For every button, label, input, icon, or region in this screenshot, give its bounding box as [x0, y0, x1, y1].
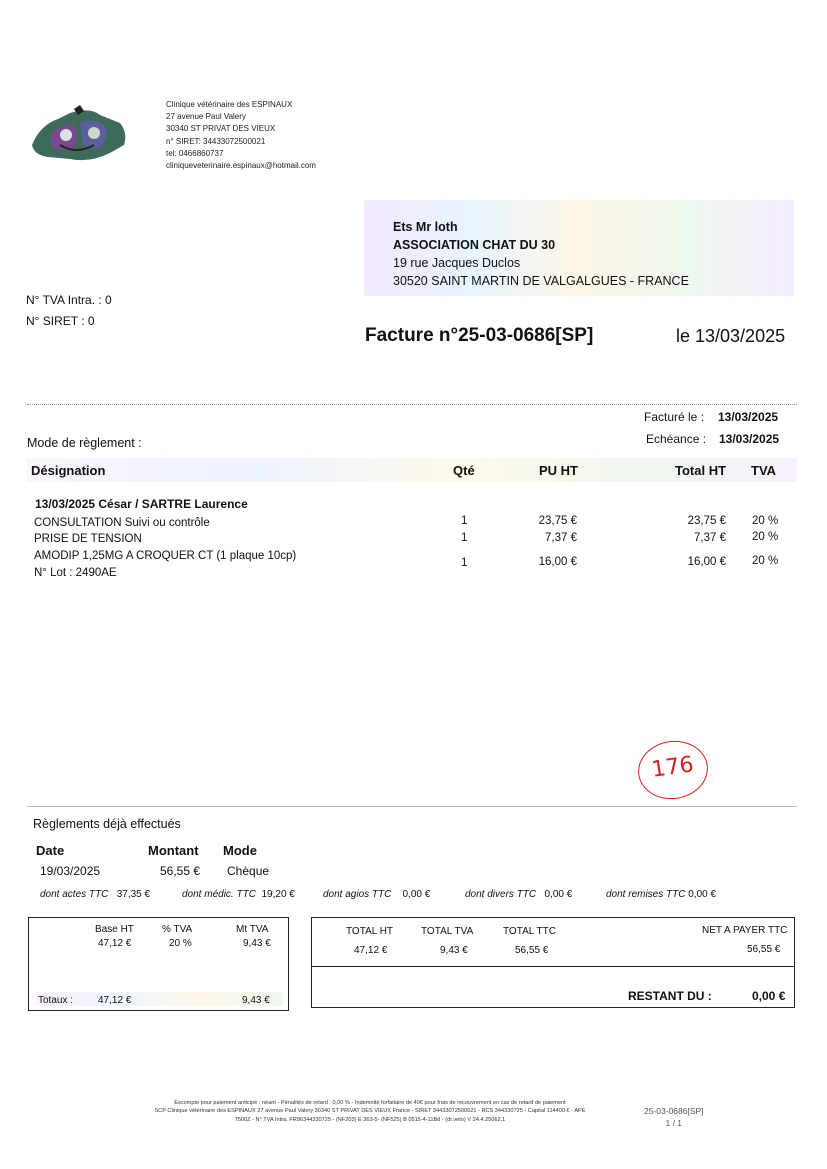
footer-line: SCP Clinique vétérinaire des ESPINAUX 27 avenue Paul Valery 30340 ST PRIVAT DES VIEUX France - SIRET 34433072500021 - RCS 344330725 - Capital 114400 € - APE: [154, 1108, 586, 1115]
table-row-pu: 7,37 €: [545, 532, 577, 544]
facture-le-value: 13/03/2025: [718, 410, 779, 424]
recipient-name: Ets Mr loth: [393, 220, 458, 234]
dont-remises-value: 0,00 €: [688, 889, 717, 900]
table-group: 13/03/2025 César / SARTRE Laurence: [35, 497, 248, 511]
table-row-label: CONSULTATION Suivi ou contrôle: [34, 517, 210, 529]
restant-label: RESTANT DU :: [628, 989, 712, 1003]
clinic-tel: tel: 0466860737: [166, 148, 224, 158]
net-a-payer-label: NET A PAYER TTC: [702, 925, 788, 936]
handwritten-number-stamp: [634, 736, 711, 803]
restant-box: [311, 966, 795, 1008]
tva-base: 47,12 €: [98, 938, 132, 949]
dont-remises: [606, 889, 716, 900]
echeance-value: 13/03/2025: [719, 432, 780, 446]
table-row-tva: 20 %: [752, 555, 779, 567]
reglements-h-montant: Montant: [148, 843, 199, 858]
client-siret: N° SIRET : 0: [26, 314, 95, 328]
table-row-total: 16,00 €: [687, 556, 726, 568]
reglement-mode: Chèque: [227, 864, 270, 878]
tva-pct: 20 %: [169, 938, 192, 949]
th-pu: PU HT: [539, 463, 578, 478]
totaux-label: Totaux :: [38, 995, 74, 1006]
dont-divers-value: 0,00 €: [544, 889, 573, 900]
tva-h-pct: % TVA: [162, 924, 193, 935]
page-number: 1 / 1: [665, 1118, 683, 1128]
table-row-tva: 20 %: [752, 531, 779, 543]
total-ttc-label: TOTAL TTC: [503, 926, 556, 937]
recipient-city: 30520 SAINT MARTIN DE VALGALGUES - FRANCE: [393, 274, 689, 288]
clinic-name: Clinique vétérinaire des ESPINAUX: [166, 100, 293, 109]
reglements-h-date: Date: [36, 843, 65, 858]
dont-actes-value: 37,35 €: [116, 889, 151, 900]
total-tva-value: 9,43 €: [440, 945, 468, 956]
echeance-label: Echéance :: [646, 432, 707, 446]
footer-line: 7500Z - N° TVA Intra. FR96344330725 - (NF203) E 363-5- (NF525) B 0515-4-11Bd - (dr.veto) V 24.4.25062.1: [234, 1116, 506, 1123]
total-tva-label: TOTAL TVA: [421, 926, 474, 937]
table-row-lot: N° Lot : 2490AE: [34, 567, 117, 579]
table-row-total: 23,75 €: [687, 515, 726, 527]
dont-actes: [40, 889, 150, 900]
client-tva: N° TVA Intra. : 0: [26, 293, 112, 307]
invoice-title: Facture n°25-03-0686[SP]: [365, 325, 594, 346]
recipient-block: [364, 200, 794, 296]
clinic-logo: [30, 105, 128, 167]
clinic-email: cliniqueveterinaire.espinaux@hotmail.com: [166, 161, 316, 171]
totaux-mt: 9,43 €: [242, 995, 270, 1006]
table-row-tva: 20 %: [752, 515, 779, 527]
tva-mt: 9,43 €: [243, 938, 271, 949]
tva-h-mt: Mt TVA: [236, 924, 269, 935]
clinic-address: 27 avenue Paul Valery: [166, 112, 246, 122]
table-row-qte: 1: [461, 532, 468, 544]
table-row-qte: 1: [461, 557, 468, 569]
footer-line: Escompte pour paiement anticipé : néant - Pénalités de retard : 0,00 % - Indemnité forfaitaire de 40€ pour frais de recouvrement en cas de retard de paiement: [174, 1100, 566, 1106]
total-ht-label: TOTAL HT: [346, 926, 394, 937]
divider: [27, 404, 797, 405]
dont-medic-value: 19,20 €: [261, 889, 295, 900]
total-ttc-value: 56,55 €: [515, 945, 549, 956]
reglement-date: 19/03/2025: [40, 864, 101, 878]
footer-invoice-ref: 25-03-0686[SP]: [644, 1106, 704, 1116]
legal-footer: [110, 1099, 630, 1124]
invoice-date: le 13/03/2025: [676, 326, 786, 346]
restant-value: 0,00 €: [752, 989, 786, 1003]
clinic-info: [166, 99, 316, 172]
table-row-pu: 23,75 €: [538, 515, 577, 527]
table-row-total: 7,37 €: [694, 532, 726, 544]
dont-actes-label: dont actes TTC: [40, 889, 109, 900]
tva-h-base: Base HT: [95, 924, 134, 935]
table-row-qte: 1: [461, 515, 468, 527]
totaux-base: 47,12 €: [98, 995, 132, 1006]
total-ht-value: 47,12 €: [354, 945, 388, 956]
th-qte: Qté: [453, 463, 475, 478]
clinic-siret: n° SIRET: 34433072500021: [166, 136, 266, 146]
divider: [27, 806, 797, 807]
th-total: Total HT: [675, 463, 727, 478]
dont-remises-label: dont remises TTC: [606, 889, 686, 900]
dont-divers: [465, 889, 572, 900]
th-tva: TVA: [751, 463, 777, 478]
recipient-street: 19 rue Jacques Duclos: [393, 256, 521, 270]
table-row-pu: 16,00 €: [538, 556, 577, 568]
recipient-association: ASSOCIATION CHAT DU 30: [393, 238, 556, 252]
net-a-payer-value: 56,55 €: [747, 944, 781, 955]
dont-agios-value: 0,00 €: [402, 889, 431, 900]
reglement-montant: 56,55 €: [160, 864, 201, 878]
clinic-city: 30340 ST PRIVAT DES VIEUX: [166, 124, 276, 134]
totals-box: [311, 917, 795, 967]
tva-summary-box: [28, 917, 289, 1011]
dont-medic-label: dont médic. TTC: [182, 889, 256, 900]
dont-agios-label: dont agios TTC: [323, 889, 392, 900]
client-ids: [26, 290, 112, 332]
reglements-h-mode: Mode: [223, 843, 257, 858]
table-row-label: PRISE DE TENSION: [34, 533, 142, 545]
th-designation: Désignation: [31, 463, 106, 478]
dont-divers-label: dont divers TTC: [465, 889, 537, 900]
stamp-text: 176: [650, 752, 696, 783]
dont-medic: [182, 889, 295, 900]
dont-agios: [323, 889, 430, 900]
reglements-title: Règlements déjà effectués: [33, 817, 181, 831]
mode-reglement: Mode de règlement :: [27, 436, 142, 450]
facture-le-label: Facturé le :: [644, 410, 705, 424]
table-row-label: AMODIP 1,25MG A CROQUER CT (1 plaque 10cp): [34, 550, 297, 562]
footer-reference: [644, 1105, 704, 1129]
